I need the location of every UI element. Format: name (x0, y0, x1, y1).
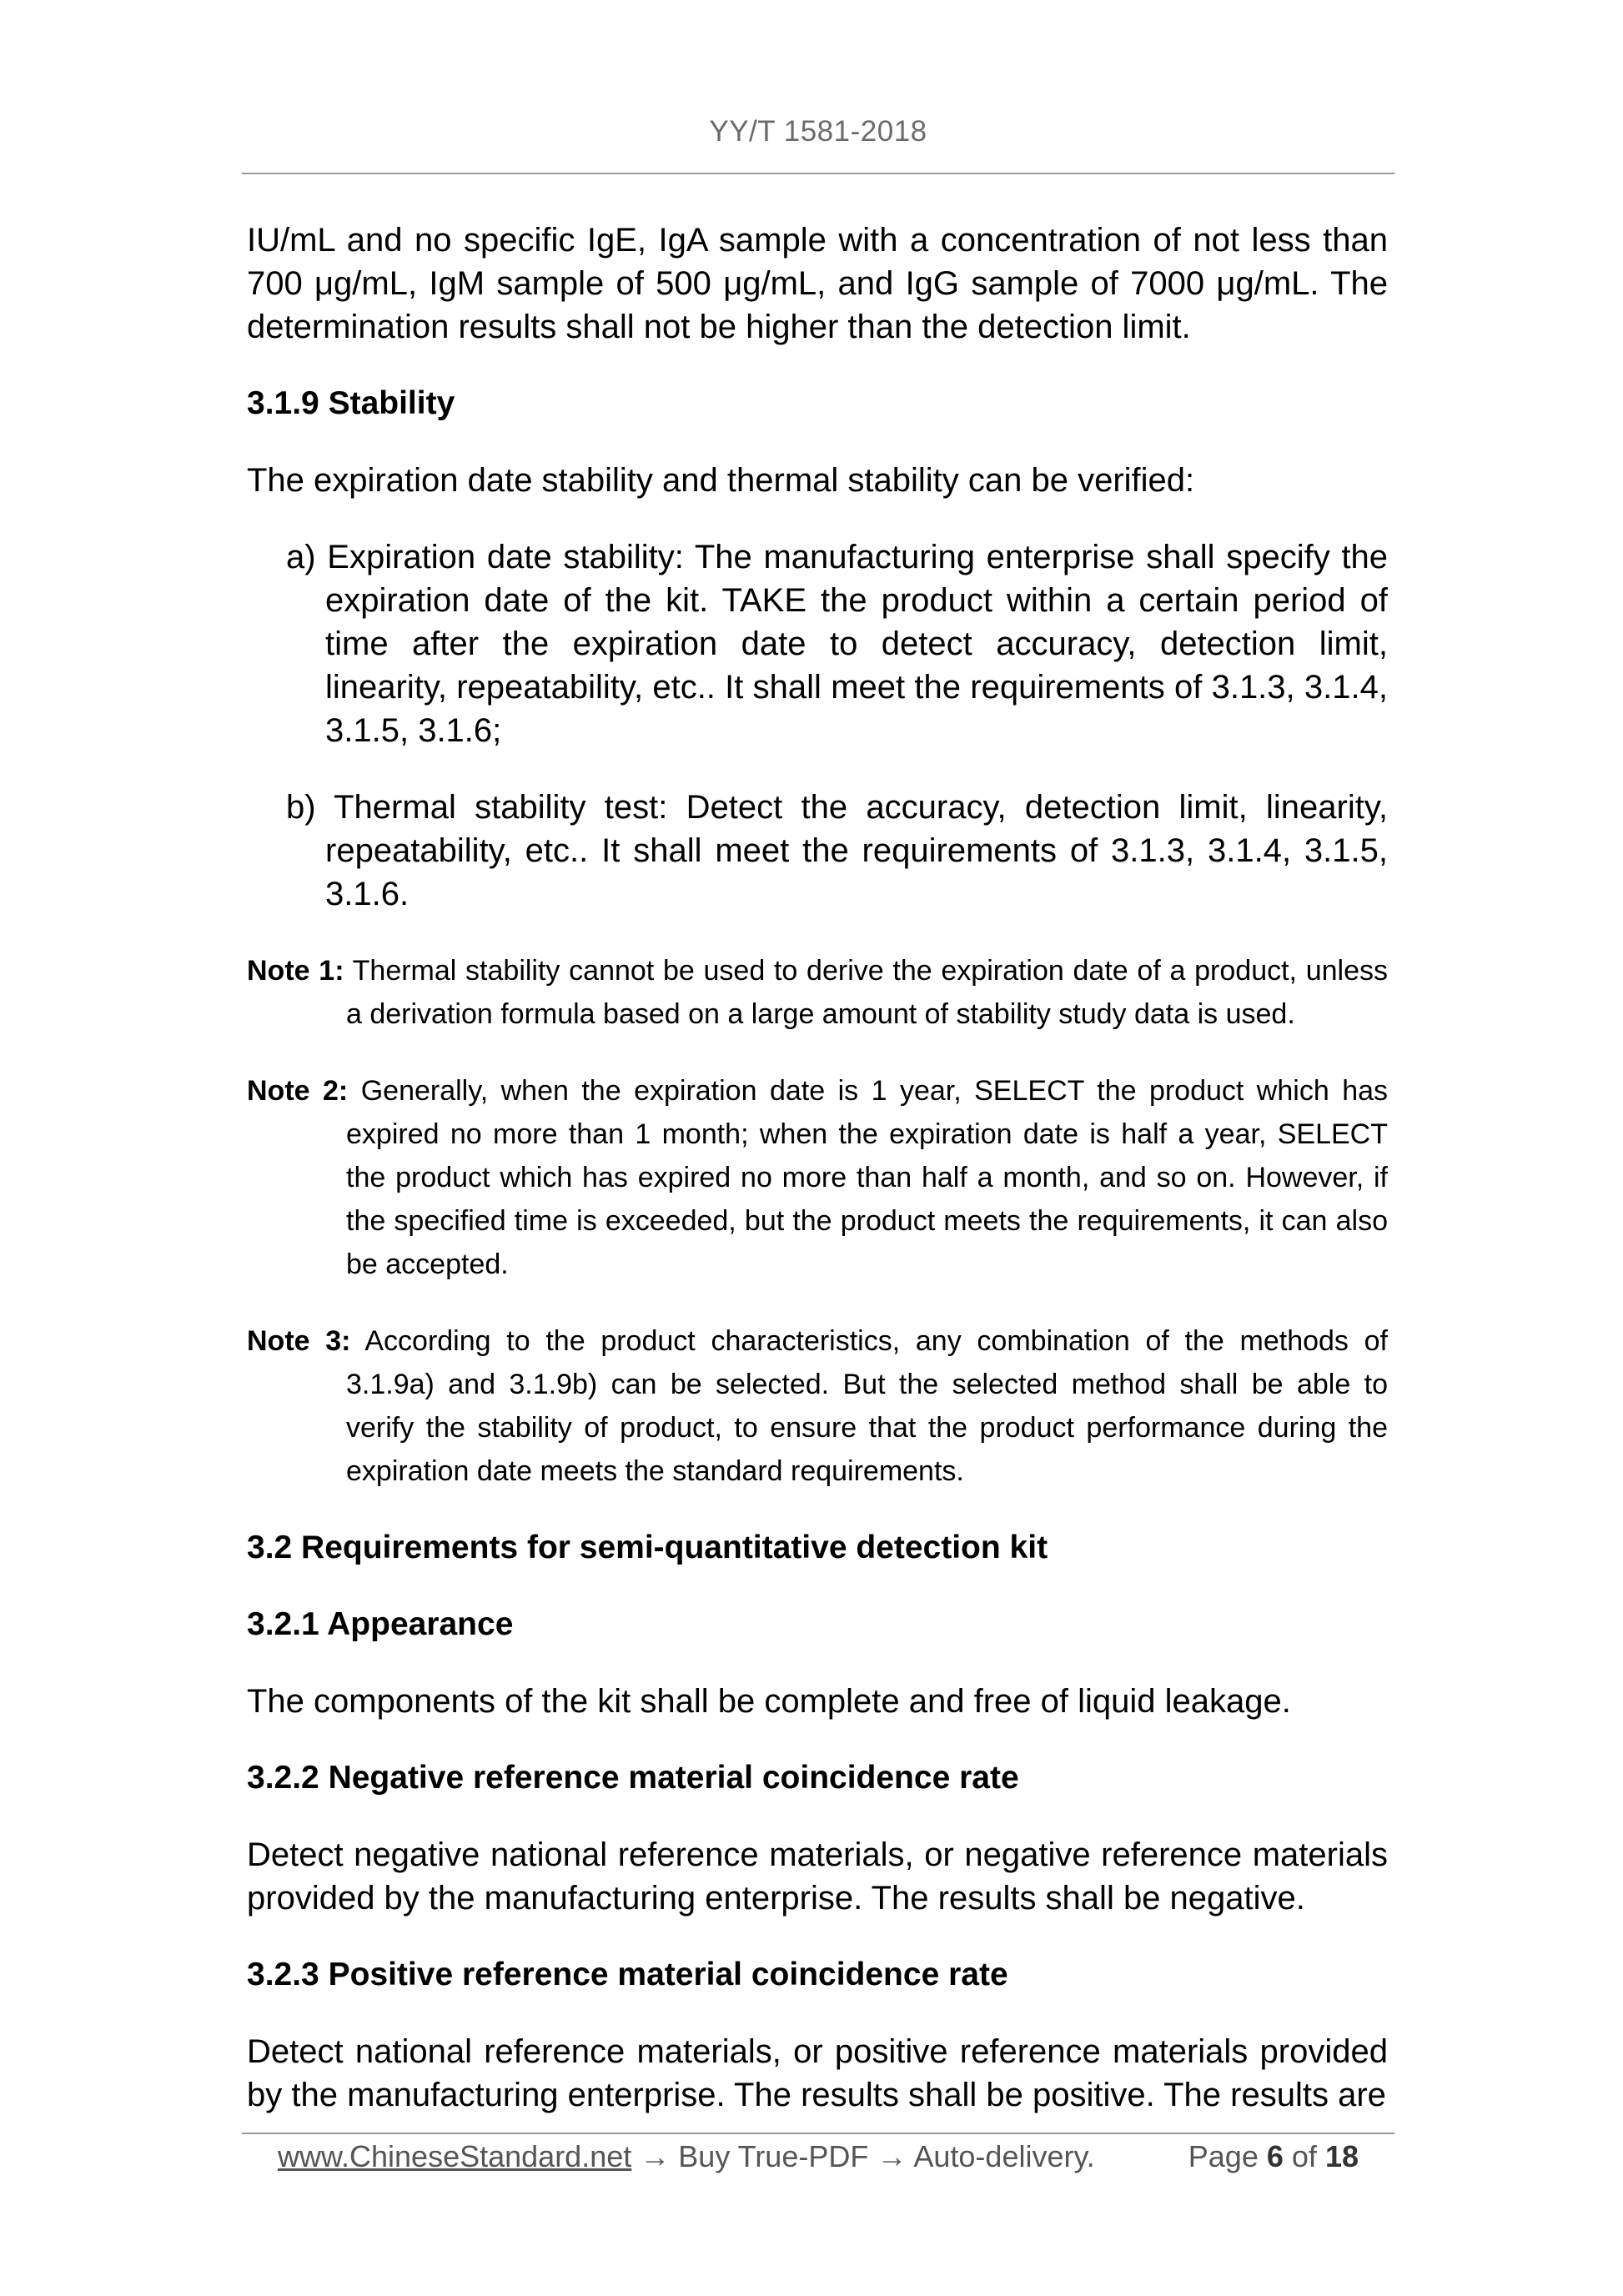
website-link[interactable]: www.ChineseStandard.net (278, 2139, 632, 2173)
buy-text: Buy True-PDF (678, 2139, 869, 2173)
note-3 (247, 1319, 1388, 1493)
note-text: According to the product characteristics, any combination of the methods of 3.1.9a) and 3.1.9b) can be selected. But the selected method shall be able to verify the stability of product, to ensure that the product performance during the expiration date meets the standard requirements. (346, 1325, 1389, 1487)
intro-paragraph: IU/mL and no specific IgE, IgA sample with a concentration of not less than 700 μg/mL, IgM sample of 500 μg/mL, and IgG sample of 7000 μg/mL. The determination results shall not be higher than the detection limit. (247, 222, 1388, 345)
header-divider (242, 173, 1394, 174)
appearance-text: The components of the kit shall be complete and free of liquid leakage. (247, 1683, 1291, 1720)
of-word: of (1291, 2139, 1317, 2173)
stability-intro: The expiration date stability and thermal stability can be verified: (247, 462, 1195, 499)
page-content (247, 219, 1388, 2117)
note-label: Note 2: (247, 1075, 349, 1107)
page-word: Page (1188, 2139, 1259, 2173)
negative-reference-text: Detect negative national reference materials, or negative reference materials provided by the manufacturing enterprise. The results shall be negative. (247, 1836, 1388, 1917)
footer-divider (242, 2133, 1394, 2134)
note-2 (247, 1069, 1388, 1286)
note-label: Note 1: (247, 955, 344, 987)
arrow-icon: → (877, 2139, 907, 2173)
note-text: Generally, when the expiration date is 1 year, SELECT the product which has expired no more than 1 month; when the expiration date is half a year, SELECT the product which has expired no more than half a month, and so on. However, if the specified time is exceeded, but the product meets the requirements, it can also be accepted. (346, 1075, 1389, 1280)
note-label: Note 3: (247, 1325, 351, 1357)
section-heading-3-2-2: 3.2.2 Negative reference material coincidence rate (247, 1760, 1019, 1796)
note-text: Thermal stability cannot be used to derive the expiration date of a product, unless a derivation formula based on a large amount of stability study data is used. (346, 955, 1388, 1030)
delivery-text: Auto-delivery. (913, 2139, 1095, 2173)
list-item-a: a) Expiration date stability: The manufacturing enterprise shall specify the expiration date of the kit. TAKE the product within a certain period of time after the expiration date to detect accuracy, detection limit, linearity, repeatability, etc.. It shall meet the requirements of 3.1.3, 3.1.4, 3.1.5, 3.1.6; (286, 539, 1388, 749)
arrow-icon: → (640, 2139, 671, 2173)
section-heading-3-2-1: 3.2.1 Appearance (247, 1606, 514, 1642)
page-number (1188, 2135, 1359, 2178)
positive-reference-text: Detect national reference materials, or positive reference materials provided by the manufacturing enterprise. The results shall be positive. The results are (247, 2033, 1388, 2113)
section-heading-3-2: 3.2 Requirements for semi-quantitative detection kit (247, 1530, 1048, 1565)
current-page: 6 (1266, 2139, 1284, 2173)
page-footer (278, 2135, 1379, 2178)
note-1 (247, 949, 1388, 1036)
section-heading-3-2-3: 3.2.3 Positive reference material coincidence rate (247, 1957, 1008, 1992)
section-heading-3-1-9: 3.1.9 Stability (247, 385, 455, 421)
list-item-b: b) Thermal stability test: Detect the accuracy, detection limit, linearity, repeatability, etc.. It shall meet the requirements of 3.1.3, 3.1.4, 3.1.5, 3.1.6. (286, 789, 1388, 912)
page-header (242, 115, 1394, 148)
total-pages: 18 (1324, 2139, 1359, 2173)
document-id: YY/T 1581-2018 (709, 115, 927, 148)
